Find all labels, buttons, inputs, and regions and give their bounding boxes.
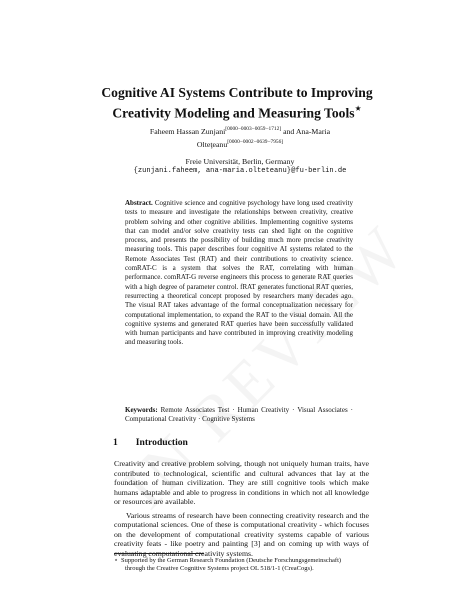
- keywords-text: Remote Associates Test · Human Creativity · Visual Associates · Computational Creativity · Cognitive Systems: [125, 406, 353, 424]
- paragraph-1: Creativity and creative problem solving, though not uniquely human traits, have contributed to technological, scientific and cultural advances that lay at the foundation of human civilization. They are still cognitive tools which make humans adaptable and able to progress in conditions in which not all knowledge or resources are available.: [114, 459, 369, 506]
- title-line-2: Creativity Modeling and Measuring Tools: [112, 105, 355, 121]
- author-1-orcid: [0000−0003−0059−1712]: [225, 126, 282, 132]
- abstract-text: Cognitive science and cognitive psychology have long used creativity tests to measure and investigate the relationships between creativity, creative problem solving and other cognitive abilities. Implementing cognitive systems that can model and/or solve creativity tests can shed light on the cognitive process, and presents the possibility of building much more precise creativity measuring tools. This paper describes four cognitive AI systems related to the Remote Associates Test (RAT) and their contributions to creativity science. comRAT-C is a system that solves the RAT, correlating with human performance. comRAT-G reverse engineers this process to generate RAT queries with a high degree of parameter control. fRAT generates functional RAT queries, resurrecting a theoretical concept proposed by researchers many decades ago. The visual RAT takes advantage of the formal conceptualization necessary for computational implementation, to expand the RAT to the visual domain. All the cognitive systems and generated RAT queries have been successfully validated with human participants and have contributed in improving creativity modeling and measuring tools.: [125, 199, 354, 347]
- author-2-orcid: [0000−0002−0639−7956]: [227, 139, 284, 145]
- footnote-divider: [114, 553, 204, 554]
- author-conjunction: and Ana-Maria: [281, 127, 331, 136]
- author-emails: {zunjani.faheem, ana-maria.olteteanu}@fu-berlin.de: [133, 166, 347, 175]
- paper-title: [60, 84, 414, 122]
- affiliation: Freie Universität, Berlin, Germany: [185, 157, 295, 166]
- author-list: [70, 124, 410, 150]
- paragraph-2: Various streams of research have been connecting creativity research and the computational sciences. One of these is computational creativity - which focuses on the development of computational creativity systems capable of various creativity feats - like poetry and painting [3] and on coming up with ways of evaluating computational creativity systems.: [114, 510, 369, 558]
- author-2-name: Olteţeanu: [196, 140, 228, 149]
- footnote: [114, 557, 370, 574]
- section-number: 1: [113, 437, 118, 448]
- abstract: [125, 199, 353, 348]
- abstract-label: Abstract.: [125, 199, 153, 207]
- footnote-mark: ⋆: [114, 557, 119, 564]
- title-line-1: Cognitive AI Systems Contribute to Improving: [101, 85, 373, 100]
- footnote-line-1: Supported by the German Research Foundation (Deutsche Forschungsgemeinschaft): [121, 557, 342, 564]
- keywords-label: Keywords:: [125, 406, 158, 414]
- section-heading: [113, 437, 373, 448]
- title-footnote-mark: ⋆: [354, 103, 362, 115]
- introduction-body: [114, 459, 369, 558]
- affiliation-block: [70, 157, 410, 176]
- footnote-line-2: through the Creative Cognitive Systems project OL 518/1-1 (CreaCogs).: [125, 565, 314, 573]
- keywords: [125, 406, 353, 425]
- section-title: Introduction: [135, 437, 188, 448]
- author-1-name: Faheem Hassan Zunjani: [149, 127, 226, 136]
